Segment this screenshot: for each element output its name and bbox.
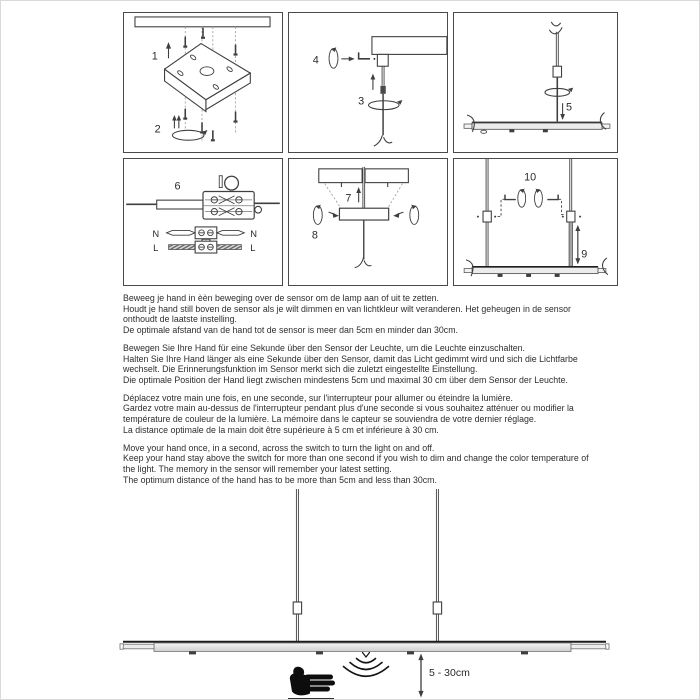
height-adjuster [433, 602, 441, 614]
rotate-arrow-icon [535, 190, 543, 208]
live-wire-row [153, 241, 255, 253]
instruction-paragraph: Move your hand once, in a second, across the switch to turn the light on and off. [123, 442, 435, 453]
ceiling-bracket [372, 37, 447, 55]
diagram-step-3-4-rod-bracket [288, 12, 448, 153]
step-4-callout [313, 47, 376, 68]
wire-label-n-right: N [250, 228, 257, 239]
canopy [339, 208, 388, 220]
wire-live [169, 245, 196, 250]
step-number: 3 [358, 95, 365, 108]
hex-key-icon [359, 52, 370, 58]
step-1-callout [152, 42, 171, 62]
rod-socket [377, 54, 388, 66]
hex-key-icon [547, 195, 558, 200]
step-7-callout [345, 187, 361, 204]
step-number: 8 [311, 229, 318, 242]
step-2-callout [155, 115, 208, 140]
instruction-paragraph: Keep your hand stay above the switch for more than one second if you wish to dim and change the color temperature of the light. The memory in the sensor will remember your latest setting. [123, 453, 589, 475]
diagram-step-7-8-canopy [288, 158, 448, 286]
hanging-loop [225, 176, 239, 190]
step-number: 10 [524, 171, 537, 184]
step-number: 5 [566, 101, 573, 114]
instruction-paragraph: De optimale afstand van de hand tot de sensor is meer dan 5cm en minder dan 30cm. [123, 325, 458, 336]
threaded-collar [380, 86, 385, 94]
instruction-text [123, 293, 602, 493]
step-number: 7 [345, 192, 352, 205]
diagram-step-5-rod-to-lamp [453, 12, 618, 153]
height-adjuster [553, 66, 561, 77]
canopy-diagram [289, 159, 447, 285]
sensor-figure [101, 486, 621, 700]
instruction-paragraph: Die optimale Position der Hand liegt zwischen mindestens 5cm und maximal 30 cm über dem Sensor der Leuchte. [123, 375, 568, 386]
rotate-arrow-icon [172, 130, 204, 140]
instruction-paragraph: Bewegen Sie Ihre Hand für eine Sekunde über den Sensor der Leuchte, um die Leuchte einzuschalten. [123, 342, 525, 353]
suspension-rod [549, 22, 562, 122]
sensor-distance-figure [101, 486, 621, 700]
ceiling [365, 169, 408, 183]
ceiling [319, 169, 362, 183]
ceiling [135, 17, 270, 27]
step-number: 1 [151, 50, 158, 63]
step-number: 4 [312, 54, 319, 67]
step-9-callout [575, 225, 587, 264]
wire-label-n-left: N [152, 228, 160, 239]
suspension-rod [293, 489, 301, 641]
distance-arrow [418, 654, 423, 698]
cable-sleeve [157, 200, 203, 209]
suspension-rod [567, 159, 575, 266]
rotate-arrow-icon [410, 206, 419, 225]
distance-label: 5 - 30cm [429, 667, 470, 679]
lamp-bar [120, 642, 609, 655]
suspension-rod [433, 489, 441, 641]
instruction-paragraph: Gardez votre main au-dessus de l'interrupteur pendant plus d'une seconde si vous souhaitez atténuer ou modifier la température de couleur de la lumière. La mémoire dans le capteur se souviendra de votre dernier réglage. [123, 403, 574, 425]
rotate-arrow-icon [313, 206, 322, 225]
diagram-step-9-10-leveling [453, 158, 618, 286]
suspension-rod [374, 66, 392, 146]
instruction-paragraph: Houdt je hand still boven de sensor als je wilt dimmen en van lichtkleur wilt veranderen. Het geheugen in de sensor onthoudt de laatste instelling. [123, 303, 571, 325]
step-3-callout [358, 74, 402, 110]
sensor-waves-icon [344, 653, 389, 677]
instructions-dutch [123, 293, 602, 336]
instruction-paragraph: Halten Sie Ihre Hand länger als eine Sekunde über den Sensor, damit das Licht gedimmt wird und sich die Lichtfarbe wechselt. Die Erinnerungsfunktion im Sensor merkt sich die zuletzt eingestellte Einstellung. [123, 353, 578, 375]
instruction-paragraph: The optimum distance of the hand has to be more than 5cm and less than 30cm. [123, 474, 437, 485]
leveling-diagram [454, 159, 617, 285]
suspension-rod [483, 159, 491, 266]
height-adjuster [293, 602, 301, 614]
lamp-bar [464, 113, 610, 134]
mounting-plate-diagram [124, 13, 282, 152]
wire-label-l-left: L [153, 243, 159, 254]
diagram-step-6-wiring [123, 158, 283, 286]
wire-neutral [167, 230, 196, 235]
wire-label-l-right: L [250, 243, 256, 254]
neutral-wire-row [152, 227, 257, 239]
instruction-paragraph: Beweeg je hand in èèn beweging over de sensor om de lamp aan of uit te zetten. [123, 293, 439, 303]
instruction-paragraph: Déplacez votre main une fois, en une seconde, sur l'interrupteur pour allumer ou éteindre la lumière. [123, 392, 513, 403]
hand-icon [290, 667, 335, 696]
rod-bracket-diagram [289, 13, 447, 152]
height-adjuster [483, 211, 491, 222]
wiring-diagram [124, 159, 282, 285]
instructions-german [123, 343, 602, 386]
rod-to-lamp-diagram [454, 13, 617, 152]
wire-live [217, 245, 242, 250]
step-number: 9 [581, 248, 588, 261]
strain-relief [255, 206, 262, 213]
height-adjuster [567, 211, 575, 222]
diagram-step-1-2-mounting-plate [123, 12, 283, 153]
step-number: 2 [154, 123, 161, 136]
instruction-paragraph: La distance optimale de la main doit être supérieure à 5 cm et inférieure à 30 cm. [123, 424, 439, 435]
cable-connector [126, 176, 280, 219]
rotate-arrow-icon [518, 190, 526, 208]
instructions-english [123, 443, 602, 486]
connector-block [203, 191, 254, 219]
instructions-french [123, 393, 602, 436]
step-number: 6 [174, 180, 181, 193]
hex-key-icon [505, 195, 516, 200]
rotate-arrow-icon [329, 48, 338, 68]
wire-neutral [217, 230, 245, 235]
